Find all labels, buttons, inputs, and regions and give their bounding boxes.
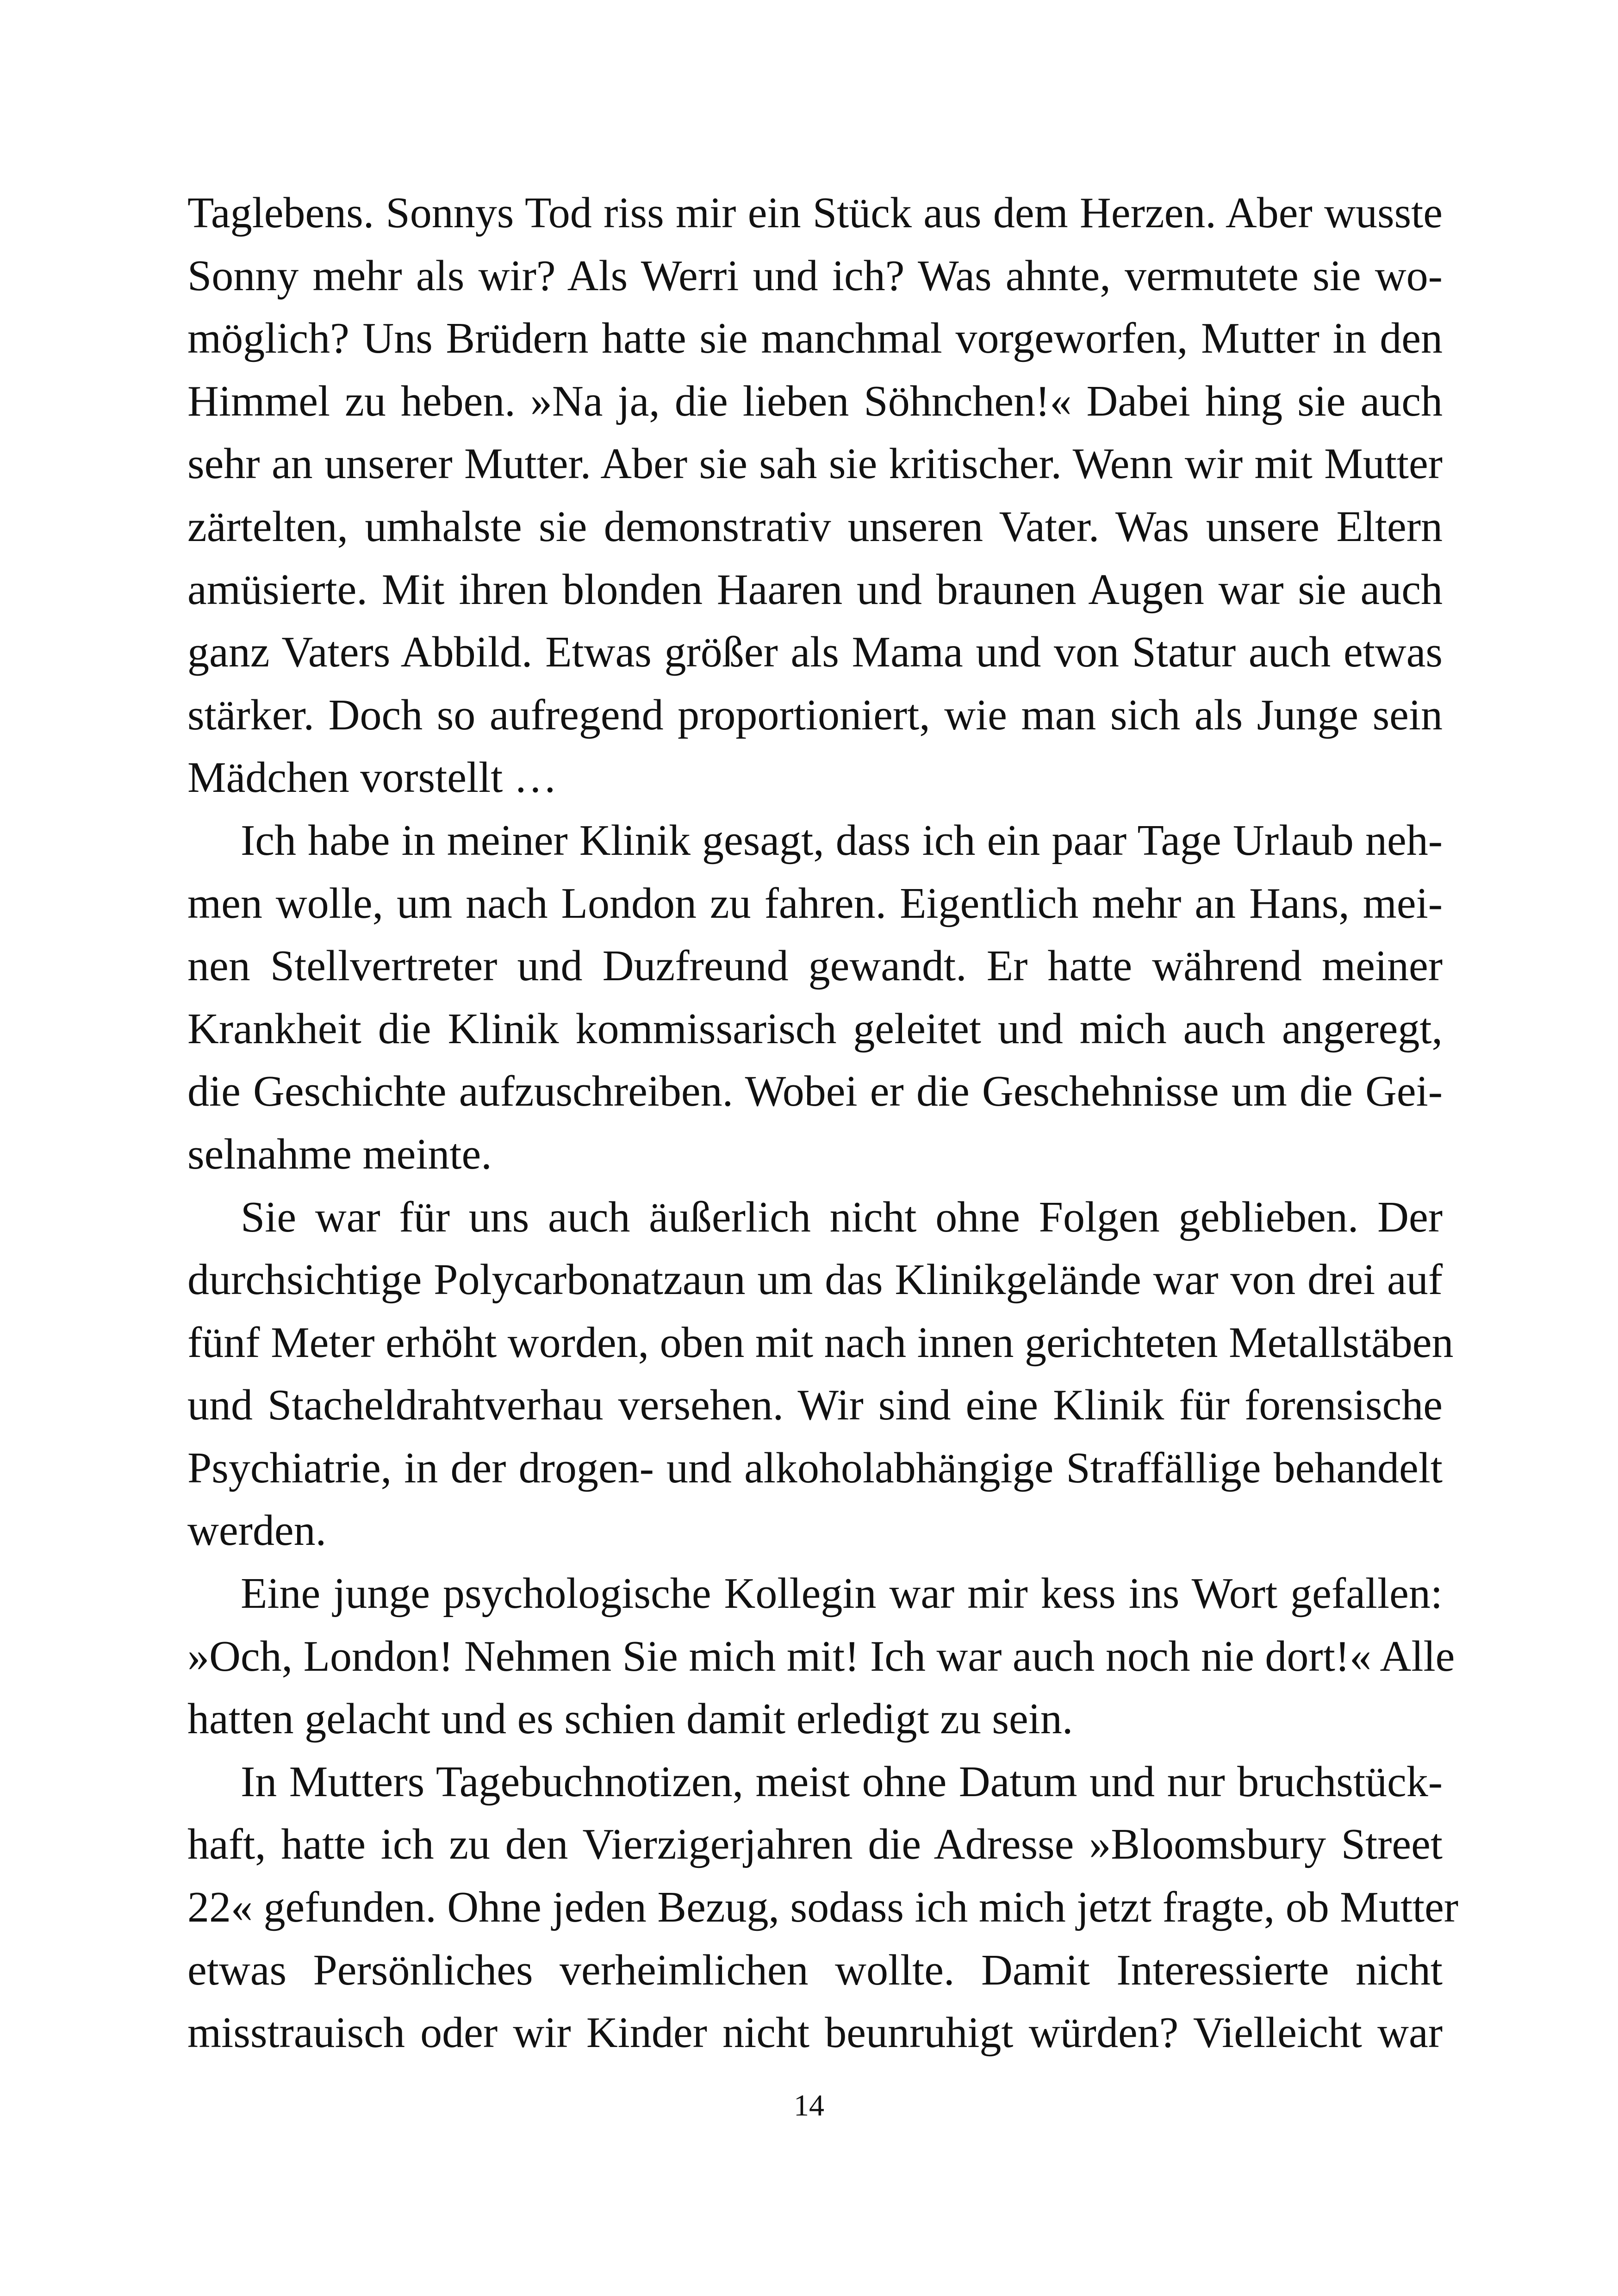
text-line: zärtelten, umhalste sie demonstrativ unseren Vater. Was unsere Eltern bbox=[187, 502, 1443, 551]
text-line: 22« gefunden. Ohne jeden Bezug, sodass ich mich jetzt fragte, ob Mutter bbox=[187, 1883, 1459, 1932]
text-line: Taglebens. Sonnys Tod riss mir ein Stück aus dem Herzen. Aber wusste bbox=[187, 189, 1443, 237]
text-line: Eine junge psychologische Kollegin war mir kess ins Wort gefallen: bbox=[241, 1569, 1443, 1618]
text-line: werden. bbox=[187, 1506, 327, 1555]
paragraph bbox=[187, 1562, 1455, 1751]
text-line: Himmel zu heben. »Na ja, die lieben Söhnchen!« Dabei hing sie auch bbox=[187, 377, 1443, 425]
paragraph bbox=[187, 809, 1443, 1186]
body-text bbox=[187, 182, 1459, 2065]
text-line: men wolle, um nach London zu fahren. Eigentlich mehr an Hans, mei- bbox=[187, 879, 1443, 927]
page-number: 14 bbox=[794, 2089, 824, 2122]
text-line: In Mutters Tagebuchnotizen, meist ohne Datum und nur bruchstück- bbox=[241, 1757, 1443, 1806]
text-line: Sie war für uns auch äußerlich nicht ohne Folgen geblieben. Der bbox=[241, 1193, 1443, 1241]
text-line: misstrauisch oder wir Kinder nicht beunruhigt würden? Vielleicht war bbox=[187, 2009, 1443, 2057]
text-line: Krankheit die Klinik kommissarisch geleitet und mich auch angeregt, bbox=[187, 1004, 1443, 1053]
paragraph bbox=[187, 1186, 1454, 1563]
paragraph bbox=[187, 1751, 1459, 2065]
paragraph bbox=[187, 182, 1443, 809]
text-line: durchsichtige Polycarbonatzaun um das Klinikgelände war von drei auf bbox=[187, 1256, 1443, 1304]
text-line: und Stacheldrahtverhau versehen. Wir sind eine Klinik für forensische bbox=[187, 1381, 1443, 1430]
text-line: die Geschichte aufzuschreiben. Wobei er die Geschehnisse um die Gei- bbox=[187, 1067, 1443, 1116]
text-line: stärker. Doch so aufregend proportioniert, wie man sich als Junge sein bbox=[187, 691, 1443, 739]
text-line: amüsierte. Mit ihren blonden Haaren und braunen Augen war sie auch bbox=[187, 565, 1443, 614]
text-line: möglich? Uns Brüdern hatte sie manchmal vorgeworfen, Mutter in den bbox=[187, 314, 1443, 363]
text-line: nen Stellvertreter und Duzfreund gewandt. Er hatte während meiner bbox=[187, 942, 1443, 990]
text-line: ganz Vaters Abbild. Etwas größer als Mama und von Statur auch etwas bbox=[187, 628, 1443, 677]
text-line: »Och, London! Nehmen Sie mich mit! Ich war auch noch nie dort!« Alle bbox=[187, 1632, 1455, 1680]
text-line: Ich habe in meiner Klinik gesagt, dass ich ein paar Tage Urlaub neh- bbox=[241, 816, 1443, 865]
text-line: Psychiatrie, in der drogen- und alkoholabhängige Straffällige behandelt bbox=[187, 1444, 1443, 1492]
text-line: sehr an unserer Mutter. Aber sie sah sie kritischer. Wenn wir mit Mutter bbox=[187, 440, 1443, 488]
text-line: hatten gelacht und es schien damit erledigt zu sein. bbox=[187, 1695, 1073, 1743]
text-line: selnahme meinte. bbox=[187, 1130, 492, 1178]
text-line: fünf Meter erhöht worden, oben mit nach innen gerichteten Metallstäben bbox=[187, 1318, 1454, 1367]
text-line: haft, hatte ich zu den Vierzigerjahren die Adresse »Bloomsbury Street bbox=[187, 1820, 1443, 1869]
text-line: Mädchen vorstellt … bbox=[187, 753, 557, 802]
text-line: etwas Persönliches verheimlichen wollte. Damit Interessierte nicht bbox=[187, 1946, 1443, 1994]
text-line: Sonny mehr als wir? Als Werri und ich? Was ahnte, vermutete sie wo- bbox=[187, 251, 1443, 300]
